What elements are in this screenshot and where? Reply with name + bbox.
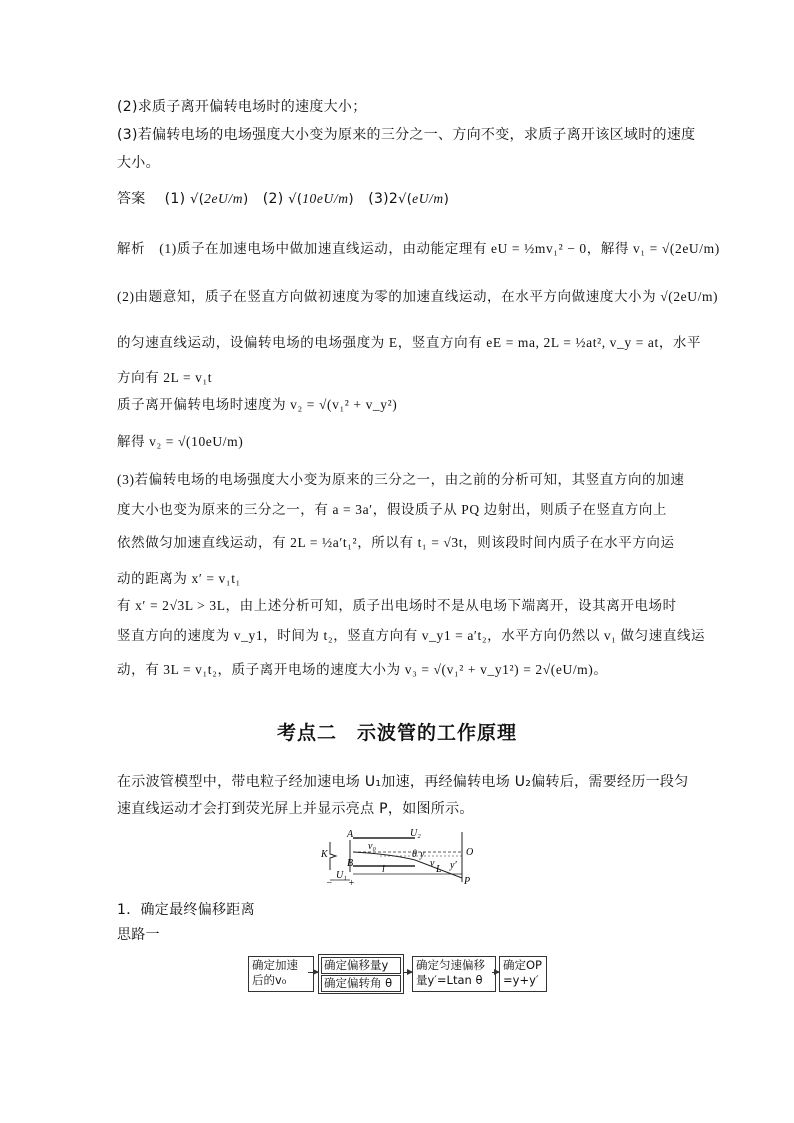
solution-line-12: 竖直方向的速度为 v_y1，时间为 t₂，竖直方向有 v_y1 = a′t₂，水平方向仍然以 v₁ 做匀速直线运 <box>117 628 706 643</box>
question-part3-line2: 大小。 <box>117 155 160 171</box>
label-y: y <box>420 849 425 860</box>
answer-p3: (3)2 <box>368 191 399 207</box>
flow-box-1: 确定加速 后的v₀ <box>248 956 314 992</box>
label-L: L <box>436 864 442 875</box>
section-title: 考点二 示波管的工作原理 <box>276 722 517 744</box>
answer-r2: 10eU/m <box>302 191 349 206</box>
label-k: K <box>321 849 328 860</box>
flow-box-4: 确定OP =y+y′ <box>499 956 547 992</box>
cathode-k <box>330 842 336 870</box>
solution-line-2: (2)由题意知，质子在竖直方向做初速度为零的加速直线运动，在水平方向做速度大小为 √(2eU/m) <box>117 289 719 304</box>
label-u2: U₂ <box>410 828 421 839</box>
label-minus: − <box>326 878 333 888</box>
solution-line-1: 解析 (1)质子在加速电场中做加速直线运动，由动能定理有 eU = ½mv₁² − 0，解得 v₁ = √(2eU/m) <box>117 241 720 256</box>
solution-line-9: 依然做匀加速直线运动，有 2L = ½a′t₁²，所以有 t₁ = √3t，则该段时间内质子在水平方向运 <box>117 535 675 550</box>
answer-r1: 2eU/m <box>204 191 244 206</box>
answer-p1: (1) <box>164 191 186 207</box>
label-plus: + <box>348 878 355 888</box>
question-part2: (2)求质子离开偏转电场时的速度大小； <box>117 99 367 115</box>
flow-arrow-3 <box>492 972 499 973</box>
answer-line: 答案 (1) √(2eU/m) (2) √(10eU/m) (3)2√(eU/m) <box>117 191 450 207</box>
oscilloscope-diagram <box>320 826 480 888</box>
flow-arrow-1 <box>308 972 318 973</box>
label-u1: U₁ <box>336 870 347 881</box>
flow-box-2 <box>318 954 404 994</box>
label-p: P <box>464 876 471 887</box>
solution-line-11: 有 x′ = 2√3L > 3L，由上述分析可知，质子出电场时不是从电场下端离开，设其离开电场时 <box>117 598 677 613</box>
solution-line-7: (3)若偏转电场的电场强度大小变为原来的三分之一，由之前的分析可知，其竖直方向的加速 <box>117 472 685 487</box>
question-part3-line1: (3)若偏转电场的电场强度大小变为原来的三分之一、方向不变，求质子离开该区域时的速度 <box>117 127 696 143</box>
label-a: A <box>347 829 354 840</box>
label-yprime: y′ <box>450 860 457 871</box>
flow-box-2b: 确定偏转角 θ <box>321 975 401 992</box>
subsection-1: 1．确定最终偏移距离 <box>117 902 255 918</box>
label-l: l <box>382 864 385 875</box>
answer-p2: (2) <box>262 191 284 207</box>
label-v0: v₀ <box>368 841 376 852</box>
intro-line-2: 速直线运动才会打到荧光屏上并显示亮点 P，如图所示。 <box>117 801 474 817</box>
label-b: B <box>347 858 354 869</box>
solution-line-6: 解得 v₂ = √(10eU/m) <box>117 434 244 449</box>
solution-line-13: 动，有 3L = v₁t₂，质子离开电场的速度大小为 v₃ = √(v₁² + v_y1²) = 2√(eU/m)。 <box>117 662 608 677</box>
solution-line-5: 质子离开偏转电场时速度为 v₂ = √(v₁² + v_y²) <box>117 397 398 412</box>
flow-box-2a: 确定偏移量y <box>321 957 401 974</box>
solution-line-8: 度大小也变为原来的三分之一，有 a = 3a′，假设质子从 PQ 边射出，则质子在竖直方向上 <box>117 502 668 517</box>
approach-label: 思路一 <box>117 927 160 943</box>
solution-line-3: 的匀速直线运动，设偏转电场的电场强度为 E，竖直方向有 eE = ma, 2L = ½at², v_y = at，水平 <box>117 335 702 350</box>
label-o: O <box>466 847 474 858</box>
flow-box-3: 确定匀速偏移 量y′=Ltan θ <box>412 956 496 992</box>
answer-r3: eU/m <box>412 191 444 206</box>
solution-line-4: 方向有 2L = v₁t <box>117 370 213 385</box>
intro-line-1: 在示波管模型中，带电粒子经加速电场 U₁加速，再经偏转电场 U₂偏转后，需要经历一段匀 <box>117 774 689 790</box>
solution-line-10: 动的距离为 x′ = v₁t₁ <box>117 571 241 586</box>
label-v: v <box>430 858 435 869</box>
flow-arrow-2 <box>404 972 412 973</box>
label-theta: θ <box>412 849 417 860</box>
answer-label: 答案 <box>117 191 146 207</box>
